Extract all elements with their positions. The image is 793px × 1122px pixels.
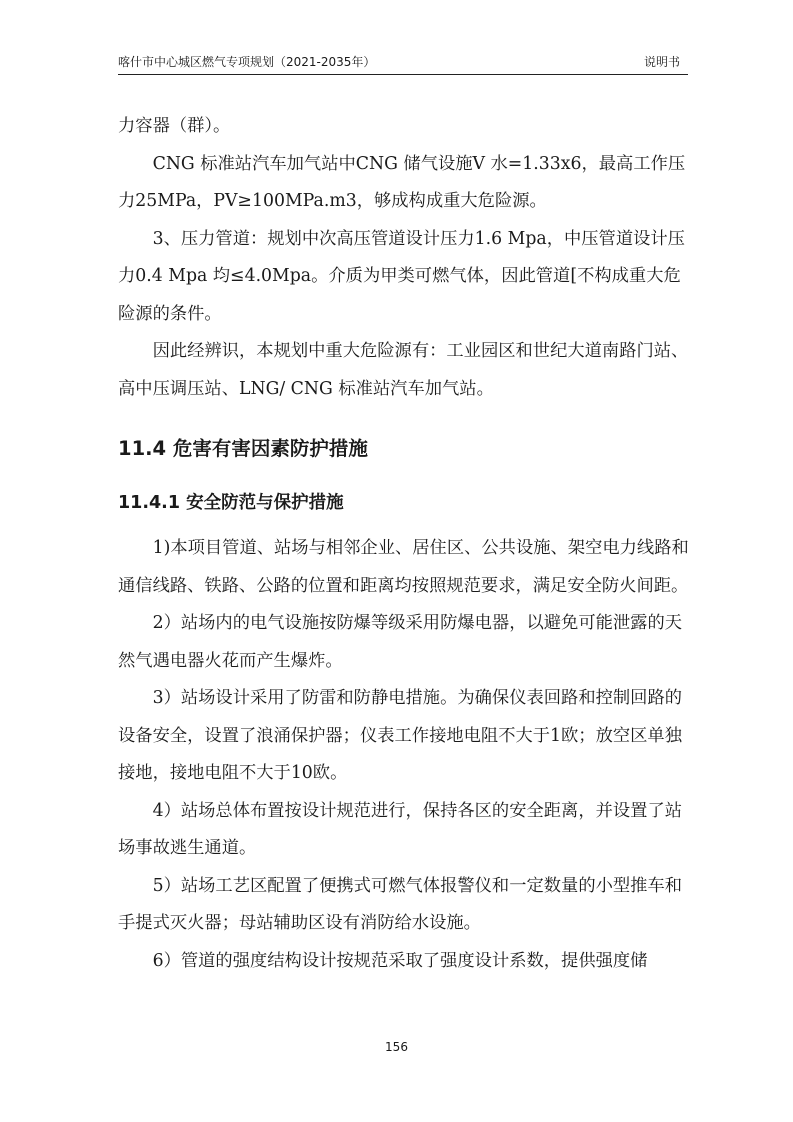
paragraph: 3、压力管道：规划中次高压管道设计压力1.6 Mpa，中压管道设计压力0.4 Mpa 均≤4.0Mpa。介质为甲类可燃气体，因此管道[不构成重大危险源的条件。: [118, 228, 685, 324]
page-header: [118, 52, 688, 75]
paragraph: 2）站场内的电气设施按防爆等级采用防爆电器，以避免可能泄露的天然气遇电器火花而产生爆炸。: [118, 613, 683, 671]
paragraph: 5）站场工艺区配置了便携式可燃气体报警仪和一定数量的小型推车和手提式灭火器；母站辅助区设有消防给水设施。: [118, 875, 683, 933]
paragraph: 1)本项目管道、站场与相邻企业、居住区、公共设施、架空电力线路和通信线路、铁路、公路的位置和距离均按照规范要求，满足安全防火间距。: [118, 538, 689, 596]
subsection-heading: 11.4.1 安全防范与保护措施: [118, 493, 344, 513]
page-body: [118, 108, 690, 980]
page-number: 156: [385, 1040, 408, 1054]
paragraph: 因此经辨识，本规划中重大危险源有：工业园区和世纪大道南路门站、高中压调压站、LNG/ CNG 标准站汽车加气站。: [118, 341, 689, 399]
header-title: 喀什市中心城区燃气专项规划（2021-2035年）: [118, 55, 376, 69]
paragraph: 力容器（群）。: [118, 116, 231, 136]
paragraph: 6）管道的强度结构设计按规范采取了强度设计系数，提供强度储: [152, 950, 648, 971]
paragraph: CNG 标准站汽车加气站中CNG 储气设施V 水=1.33x6，最高工作压力25MPa，PV≥100MPa.m3，够成构成重大危险源。: [118, 153, 686, 211]
header-doc-type: 说明书: [643, 55, 680, 69]
section-heading: 11.4 危害有害因素防护措施: [118, 437, 368, 460]
paragraph: 4）站场总体布置按设计规范进行，保持各区的安全距离，并设置了站场事故逃生通道。: [118, 800, 683, 858]
paragraph: 3）站场设计采用了防雷和防静电措施。为确保仪表回路和控制回路的设备安全，设置了浪涌保护器；仪表工作接地电阻不大于1欧；放空区单独接地，接地电阻不大于10欧。: [118, 688, 683, 783]
